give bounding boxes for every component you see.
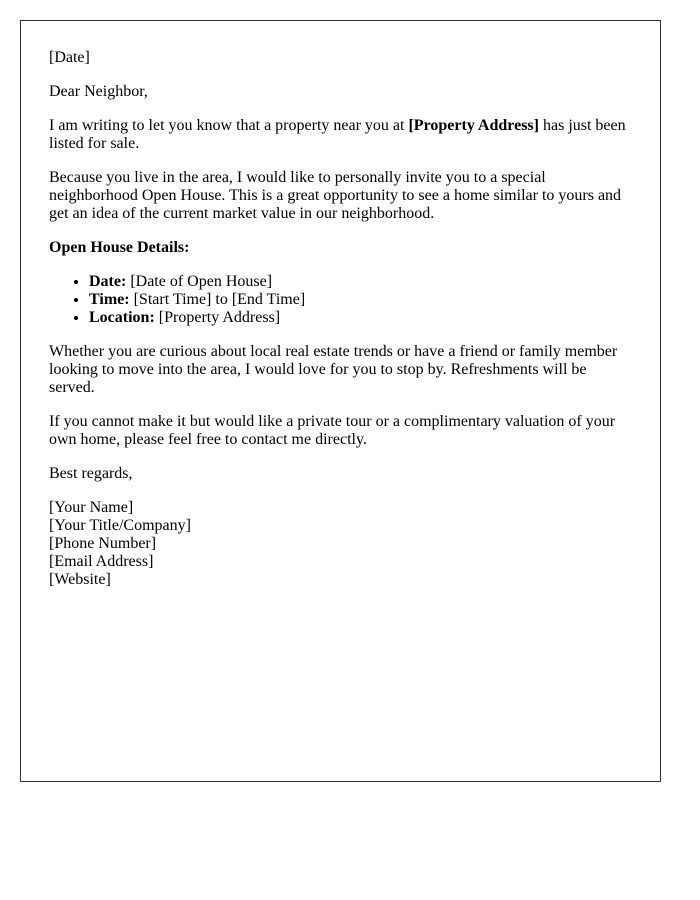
- signature-name: [Your Name]: [49, 499, 134, 516]
- contact-paragraph: If you cannot make it but would like a private tour or a complimentary valuation of your own home, please feel free to contact me directly.: [49, 413, 616, 448]
- date: [Date]: [49, 49, 90, 66]
- detail-value: [Start Time] to [End Time]: [129, 291, 306, 308]
- details-heading-text: Open House Details:: [49, 239, 190, 256]
- signoff: Best regards,: [49, 465, 133, 482]
- detail-label: Time:: [89, 291, 130, 308]
- detail-label: Location:: [89, 309, 155, 326]
- intro-paragraph: [49, 117, 631, 153]
- detail-value: [Property Address]: [154, 309, 281, 326]
- signature-phone: [Phone Number]: [49, 535, 157, 552]
- invite-paragraph: Because you live in the area, I would like to personally invite you to a special neighborhood Open House. This is a great opportunity to see a home similar to yours and get an idea of the current market value in our neighborhood.: [49, 169, 622, 222]
- signature-email: [Email Address]: [49, 553, 154, 570]
- signature-website: [Website]: [49, 571, 111, 588]
- property-address: [Property Address]: [408, 117, 539, 134]
- signature-title: [Your Title/Company]: [49, 517, 191, 534]
- closing-paragraph: Whether you are curious about local real estate trends or have a friend or family member looking to move into the area, I would love for you to stop by. Refreshments will be served.: [49, 343, 618, 396]
- detail-item: [89, 291, 631, 309]
- intro-text: I am writing to let you know that a property near you at: [49, 117, 409, 134]
- intro-text-end: has just been listed for sale.: [49, 117, 626, 152]
- signature-block: [49, 499, 631, 589]
- detail-item: [89, 273, 631, 291]
- details-heading: [49, 239, 631, 257]
- detail-label: Date:: [89, 273, 127, 290]
- detail-item: [89, 309, 631, 327]
- details-list: [49, 273, 631, 327]
- detail-value: [Date of Open House]: [126, 273, 273, 290]
- salutation: Dear Neighbor,: [49, 83, 148, 100]
- letter: [20, 20, 661, 782]
